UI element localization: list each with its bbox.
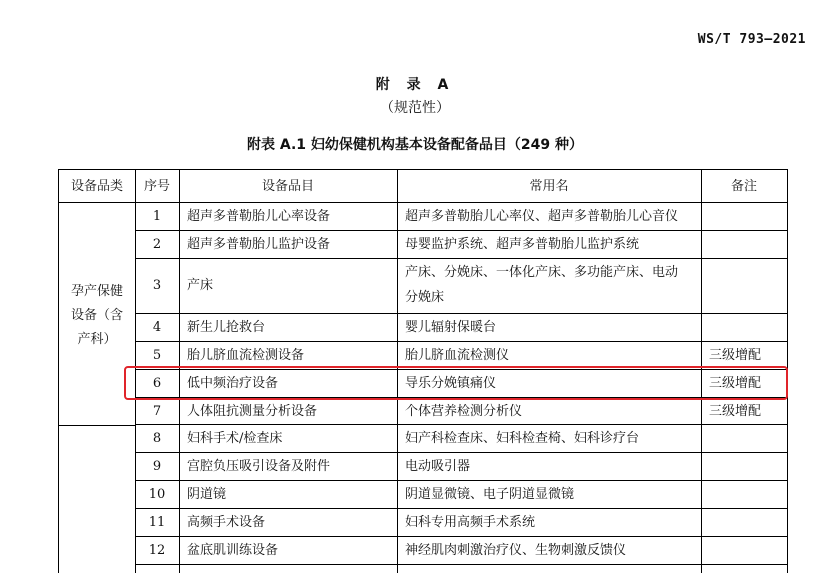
row-common-name-cont: 分娩床 <box>405 290 445 305</box>
row-number: 10 <box>148 487 166 502</box>
row-number: 1 <box>152 209 162 224</box>
table-title: 附表 A.1 妇幼保健机构基本设备配备品目（249 种） <box>247 137 583 153</box>
row-item: 低中频治疗设备 <box>187 376 279 391</box>
row-item: 盆底肌训练设备 <box>187 543 279 558</box>
category-line: 设备（含 <box>70 308 123 323</box>
row-item: 人体阻抗测量分析设备 <box>187 404 318 419</box>
table-row <box>135 453 787 481</box>
row-common-name: 神经肌肉刺激治疗仪、生物刺激反馈仪 <box>405 543 627 558</box>
table-row <box>135 314 787 342</box>
row-common-name: 导乐分娩镇痛仪 <box>405 376 497 391</box>
row-number: 3 <box>152 278 162 293</box>
row-number: 8 <box>152 431 162 446</box>
header-common-name: 常用名 <box>529 179 569 194</box>
row-number: 2 <box>152 237 162 252</box>
category-line: 产科） <box>77 332 117 347</box>
row-number: 5 <box>152 348 162 363</box>
row-common-name: 超声多普勒胎儿心率仪、超声多普勒胎儿心音仪 <box>405 209 679 224</box>
row-number: 9 <box>152 459 162 474</box>
table-row <box>135 203 787 231</box>
document-code: WS/T 793—2021 <box>697 32 806 47</box>
row-item: 超声多普勒胎儿心率设备 <box>187 209 331 224</box>
category-divider <box>59 425 135 426</box>
row-number: 7 <box>152 404 162 419</box>
row-common-name: 阴道显微镜、电子阴道显微镜 <box>405 487 575 502</box>
row-common-name: 产床、分娩床、一体化产床、多功能产床、电动 <box>405 265 679 280</box>
category-line: 孕产保健 <box>70 284 123 299</box>
row-common-name: 个体营养检测分析仪 <box>405 404 523 419</box>
row-item: 妇科手术/检查床 <box>187 431 283 446</box>
row-item: 超声多普勒胎儿监护设备 <box>187 237 331 252</box>
row-common-name: 电动吸引器 <box>405 459 471 474</box>
appendix-title: 附 录 A <box>375 77 455 93</box>
header-number: 序号 <box>143 179 170 194</box>
category-maternal <box>59 280 135 352</box>
row-number: 11 <box>148 515 166 530</box>
row-item: 产床 <box>187 278 214 293</box>
row-common-name: 胎儿脐血流检测仪 <box>405 348 510 363</box>
header-item: 设备品目 <box>261 179 314 194</box>
row-common-name: 婴儿辐射保暖台 <box>405 320 497 335</box>
table-row <box>135 259 787 314</box>
row-item: 宫腔负压吸引设备及附件 <box>187 459 331 474</box>
header-remark: 备注 <box>730 179 757 194</box>
table-row <box>135 509 787 537</box>
row-remark: 三级增配 <box>709 348 762 363</box>
header-category: 设备品类 <box>70 179 123 194</box>
highlight-box <box>124 366 788 400</box>
row-number: 12 <box>148 543 166 558</box>
row-common-name: 母婴监护系统、超声多普勒胎儿监护系统 <box>405 237 640 252</box>
table-row <box>135 481 787 509</box>
row-item: 胎儿脐血流检测设备 <box>187 348 305 363</box>
table-row <box>135 425 787 453</box>
row-remark: 三级增配 <box>709 376 762 391</box>
table-header-row <box>59 170 787 203</box>
row-item: 新生儿抢救台 <box>187 320 266 335</box>
appendix-nature: （规范性） <box>380 100 450 116</box>
table-row <box>135 231 787 259</box>
row-remark: 三级增配 <box>709 404 762 419</box>
row-number: 6 <box>152 376 162 391</box>
row-item: 阴道镜 <box>187 487 227 502</box>
row-common-name: 妇产科检查床、妇科检查椅、妇科诊疗台 <box>405 431 640 446</box>
table-row <box>135 537 787 565</box>
row-item: 高频手术设备 <box>187 515 266 530</box>
table-row <box>135 398 787 425</box>
row-common-name: 妇科专用高频手术系统 <box>405 515 536 530</box>
row-number: 4 <box>152 320 162 335</box>
